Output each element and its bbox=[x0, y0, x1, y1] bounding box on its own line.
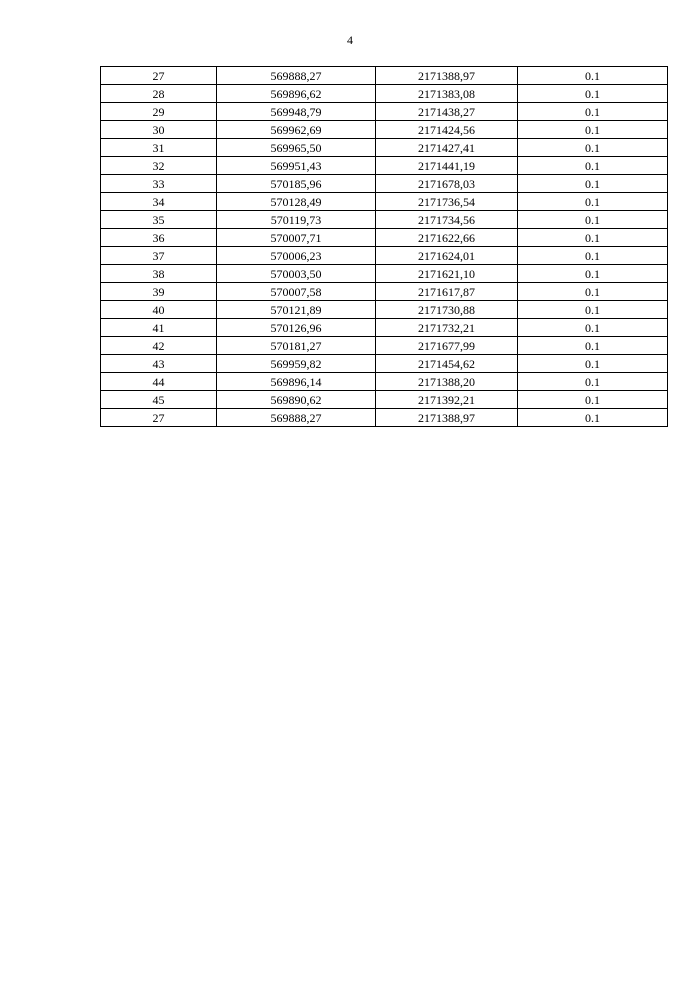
accuracy-cell: 0.1 bbox=[518, 373, 668, 391]
y-coordinate-cell: 2171621,10 bbox=[376, 265, 518, 283]
table-row bbox=[101, 373, 668, 391]
point-number-cell: 33 bbox=[101, 175, 217, 193]
x-coordinate-cell: 569888,27 bbox=[217, 409, 376, 427]
y-coordinate-cell: 2171736,54 bbox=[376, 193, 518, 211]
accuracy-cell: 0.1 bbox=[518, 211, 668, 229]
accuracy-cell: 0.1 bbox=[518, 157, 668, 175]
point-number-cell: 37 bbox=[101, 247, 217, 265]
accuracy-cell: 0.1 bbox=[518, 85, 668, 103]
y-coordinate-cell: 2171388,97 bbox=[376, 67, 518, 85]
accuracy-cell: 0.1 bbox=[518, 265, 668, 283]
table-row bbox=[101, 337, 668, 355]
table-row bbox=[101, 139, 668, 157]
accuracy-cell: 0.1 bbox=[518, 103, 668, 121]
table-row bbox=[101, 265, 668, 283]
x-coordinate-cell: 570121,89 bbox=[217, 301, 376, 319]
x-coordinate-cell: 569896,62 bbox=[217, 85, 376, 103]
x-coordinate-cell: 570181,27 bbox=[217, 337, 376, 355]
coordinates-table-body bbox=[101, 67, 668, 427]
x-coordinate-cell: 570119,73 bbox=[217, 211, 376, 229]
y-coordinate-cell: 2171730,88 bbox=[376, 301, 518, 319]
x-coordinate-cell: 569888,27 bbox=[217, 67, 376, 85]
y-coordinate-cell: 2171677,99 bbox=[376, 337, 518, 355]
accuracy-cell: 0.1 bbox=[518, 409, 668, 427]
point-number-cell: 27 bbox=[101, 67, 217, 85]
accuracy-cell: 0.1 bbox=[518, 193, 668, 211]
table-row bbox=[101, 283, 668, 301]
point-number-cell: 29 bbox=[101, 103, 217, 121]
page-number: 4 bbox=[347, 33, 353, 47]
y-coordinate-cell: 2171441,19 bbox=[376, 157, 518, 175]
x-coordinate-cell: 569890,62 bbox=[217, 391, 376, 409]
x-coordinate-cell: 569896,14 bbox=[217, 373, 376, 391]
table-row bbox=[101, 391, 668, 409]
table-row bbox=[101, 175, 668, 193]
point-number-cell: 44 bbox=[101, 373, 217, 391]
y-coordinate-cell: 2171678,03 bbox=[376, 175, 518, 193]
table-row bbox=[101, 229, 668, 247]
table-row bbox=[101, 355, 668, 373]
accuracy-cell: 0.1 bbox=[518, 301, 668, 319]
point-number-cell: 31 bbox=[101, 139, 217, 157]
y-coordinate-cell: 2171454,62 bbox=[376, 355, 518, 373]
table-row bbox=[101, 193, 668, 211]
table-row bbox=[101, 67, 668, 85]
accuracy-cell: 0.1 bbox=[518, 355, 668, 373]
accuracy-cell: 0.1 bbox=[518, 247, 668, 265]
point-number-cell: 32 bbox=[101, 157, 217, 175]
y-coordinate-cell: 2171438,27 bbox=[376, 103, 518, 121]
table-row bbox=[101, 409, 668, 427]
point-number-cell: 43 bbox=[101, 355, 217, 373]
y-coordinate-cell: 2171734,56 bbox=[376, 211, 518, 229]
point-number-cell: 35 bbox=[101, 211, 217, 229]
point-number-cell: 41 bbox=[101, 319, 217, 337]
y-coordinate-cell: 2171392,21 bbox=[376, 391, 518, 409]
table-row bbox=[101, 319, 668, 337]
point-number-cell: 40 bbox=[101, 301, 217, 319]
x-coordinate-cell: 570007,58 bbox=[217, 283, 376, 301]
x-coordinate-cell: 570006,23 bbox=[217, 247, 376, 265]
point-number-cell: 45 bbox=[101, 391, 217, 409]
point-number-cell: 42 bbox=[101, 337, 217, 355]
accuracy-cell: 0.1 bbox=[518, 139, 668, 157]
accuracy-cell: 0.1 bbox=[518, 391, 668, 409]
y-coordinate-cell: 2171388,20 bbox=[376, 373, 518, 391]
table-row bbox=[101, 247, 668, 265]
x-coordinate-cell: 570185,96 bbox=[217, 175, 376, 193]
point-number-cell: 28 bbox=[101, 85, 217, 103]
accuracy-cell: 0.1 bbox=[518, 283, 668, 301]
x-coordinate-cell: 569965,50 bbox=[217, 139, 376, 157]
x-coordinate-cell: 570126,96 bbox=[217, 319, 376, 337]
table-row bbox=[101, 301, 668, 319]
accuracy-cell: 0.1 bbox=[518, 67, 668, 85]
accuracy-cell: 0.1 bbox=[518, 319, 668, 337]
accuracy-cell: 0.1 bbox=[518, 121, 668, 139]
y-coordinate-cell: 2171732,21 bbox=[376, 319, 518, 337]
x-coordinate-cell: 569959,82 bbox=[217, 355, 376, 373]
y-coordinate-cell: 2171622,66 bbox=[376, 229, 518, 247]
table-row bbox=[101, 157, 668, 175]
accuracy-cell: 0.1 bbox=[518, 229, 668, 247]
x-coordinate-cell: 570003,50 bbox=[217, 265, 376, 283]
point-number-cell: 38 bbox=[101, 265, 217, 283]
table-row bbox=[101, 103, 668, 121]
y-coordinate-cell: 2171388,97 bbox=[376, 409, 518, 427]
table-row bbox=[101, 121, 668, 139]
point-number-cell: 34 bbox=[101, 193, 217, 211]
table-row bbox=[101, 211, 668, 229]
x-coordinate-cell: 570007,71 bbox=[217, 229, 376, 247]
y-coordinate-cell: 2171383,08 bbox=[376, 85, 518, 103]
y-coordinate-cell: 2171424,56 bbox=[376, 121, 518, 139]
table-row bbox=[101, 85, 668, 103]
point-number-cell: 39 bbox=[101, 283, 217, 301]
accuracy-cell: 0.1 bbox=[518, 175, 668, 193]
x-coordinate-cell: 569948,79 bbox=[217, 103, 376, 121]
y-coordinate-cell: 2171624,01 bbox=[376, 247, 518, 265]
accuracy-cell: 0.1 bbox=[518, 337, 668, 355]
y-coordinate-cell: 2171617,87 bbox=[376, 283, 518, 301]
y-coordinate-cell: 2171427,41 bbox=[376, 139, 518, 157]
coordinates-table bbox=[100, 66, 668, 427]
point-number-cell: 27 bbox=[101, 409, 217, 427]
x-coordinate-cell: 570128,49 bbox=[217, 193, 376, 211]
x-coordinate-cell: 569951,43 bbox=[217, 157, 376, 175]
point-number-cell: 30 bbox=[101, 121, 217, 139]
x-coordinate-cell: 569962,69 bbox=[217, 121, 376, 139]
point-number-cell: 36 bbox=[101, 229, 217, 247]
